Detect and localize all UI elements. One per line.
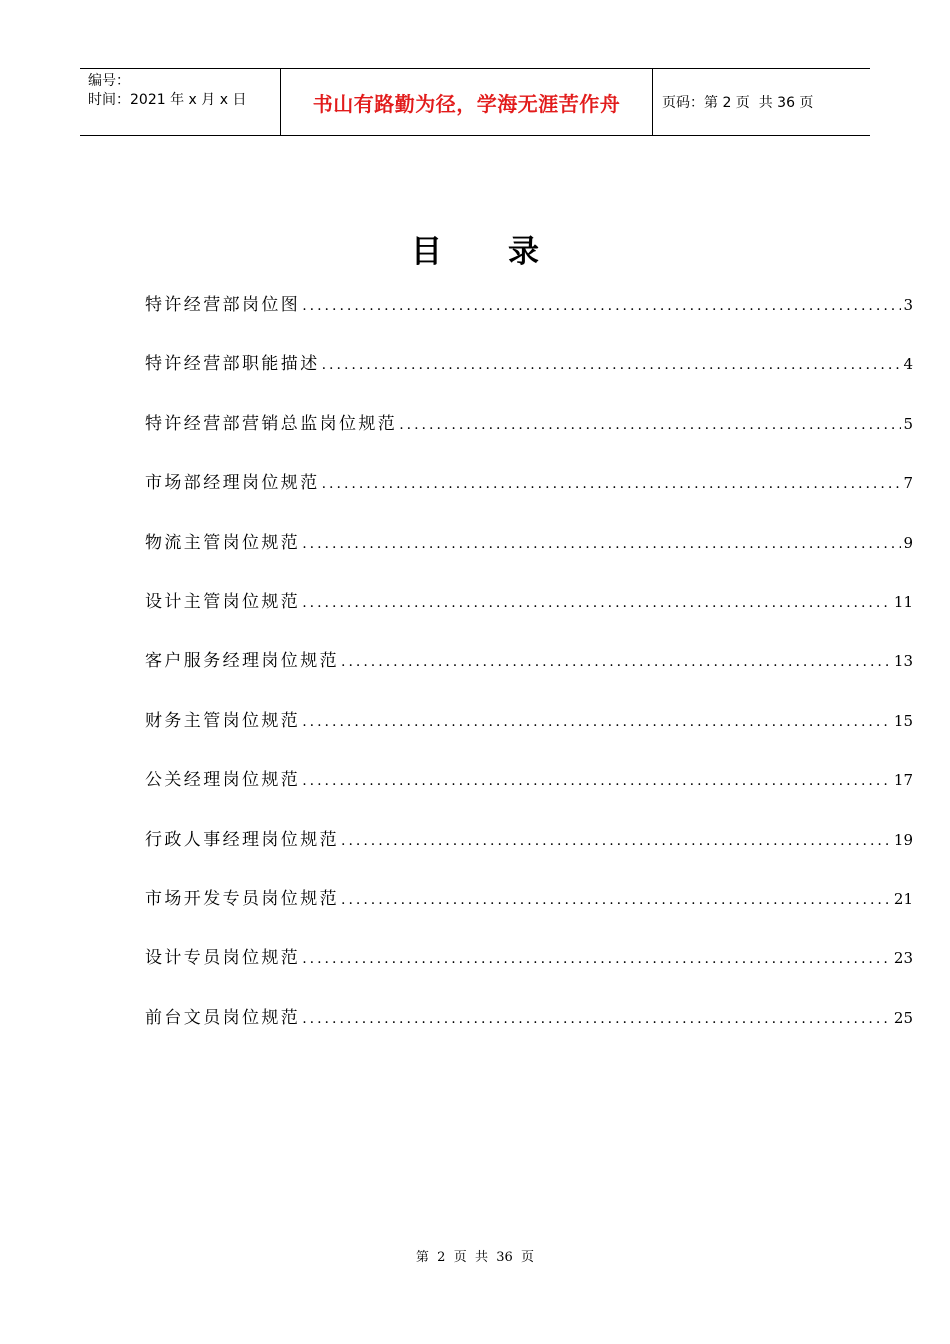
- toc-entry-page: 25: [893, 1008, 913, 1027]
- toc-entry-page: 3: [903, 296, 913, 314]
- toc-dot-leader: [341, 833, 892, 849]
- toc-dot-leader: [302, 951, 892, 967]
- toc-dot-leader: [322, 357, 902, 373]
- toc-entry[interactable]: [145, 1003, 913, 1062]
- toc-dot-leader: [302, 536, 901, 552]
- header-motto-cell: [281, 69, 653, 135]
- toc-entry-label: 前台文员岗位规范: [145, 1007, 301, 1028]
- toc-entry-label: 设计专员岗位规范: [145, 948, 301, 969]
- serial-number-label: 编号：: [88, 73, 130, 89]
- toc-entry-page: 17: [893, 771, 913, 790]
- toc-dot-leader: [302, 773, 892, 789]
- toc-entry-label: 设计主管岗位规范: [145, 591, 301, 612]
- toc-dot-leader: [302, 1011, 892, 1027]
- toc-entry[interactable]: [145, 884, 913, 943]
- page-footer: 第 2 页 共 36 页: [415, 1250, 535, 1265]
- toc-title: 目录: [411, 234, 605, 270]
- toc-entry[interactable]: [145, 646, 913, 705]
- toc-entry-page: 4: [903, 355, 913, 374]
- toc-entry[interactable]: [145, 943, 913, 1002]
- toc-dot-leader: [322, 476, 902, 492]
- date-text: 时间：2021 年 x 月 x 日: [88, 92, 247, 108]
- toc-entry-page: 7: [903, 474, 913, 493]
- toc-entry[interactable]: [145, 290, 913, 349]
- toc-entry-label: 物流主管岗位规范: [145, 532, 301, 553]
- toc-entry-label: 特许经营部营销总监岗位规范: [145, 413, 398, 434]
- header-page-cell: [653, 69, 870, 135]
- toc-entry-page: 13: [893, 652, 913, 671]
- motto-text: 书山有路勤为径，学海无涯苦作舟: [312, 91, 621, 116]
- toc-entry[interactable]: [145, 825, 913, 884]
- toc-entry-label: 财务主管岗位规范: [145, 710, 301, 731]
- toc-entry-page: 9: [903, 533, 913, 552]
- toc-entry-label: 特许经营部职能描述: [145, 354, 320, 375]
- toc-dot-leader: [341, 892, 892, 908]
- header-meta-cell: [80, 69, 281, 135]
- toc-entry-page: 5: [903, 414, 913, 433]
- toc-entry-label: 客户服务经理岗位规范: [145, 651, 339, 672]
- toc-entry[interactable]: [145, 587, 913, 646]
- toc-entry-page: 23: [893, 949, 913, 968]
- toc-entry-label: 特许经营部岗位图: [145, 295, 301, 315]
- toc-entry-label: 市场部经理岗位规范: [145, 473, 320, 494]
- table-of-contents: [145, 290, 913, 1062]
- toc-entry[interactable]: [145, 468, 913, 527]
- toc-entry-label: 市场开发专员岗位规范: [145, 888, 339, 909]
- toc-entry-page: 11: [893, 592, 913, 611]
- toc-entry-page: 21: [893, 889, 913, 908]
- toc-entry-label: 行政人事经理岗位规范: [145, 829, 339, 850]
- toc-dot-leader: [399, 417, 901, 433]
- header-page-info: 页码：第 2 页 共 36 页: [662, 95, 814, 111]
- toc-entry[interactable]: [145, 409, 913, 468]
- page-header: [80, 68, 870, 136]
- toc-dot-leader: [302, 595, 892, 611]
- toc-entry[interactable]: [145, 349, 913, 408]
- toc-entry[interactable]: [145, 765, 913, 824]
- toc-entry[interactable]: [145, 706, 913, 765]
- toc-entry-page: 19: [893, 830, 913, 849]
- toc-entry-label: 公关经理岗位规范: [145, 770, 301, 791]
- toc-dot-leader: [341, 654, 892, 670]
- toc-entry-page: 15: [893, 711, 913, 730]
- toc-dot-leader: [302, 714, 892, 730]
- toc-entry[interactable]: [145, 528, 913, 587]
- toc-dot-leader: [302, 298, 901, 314]
